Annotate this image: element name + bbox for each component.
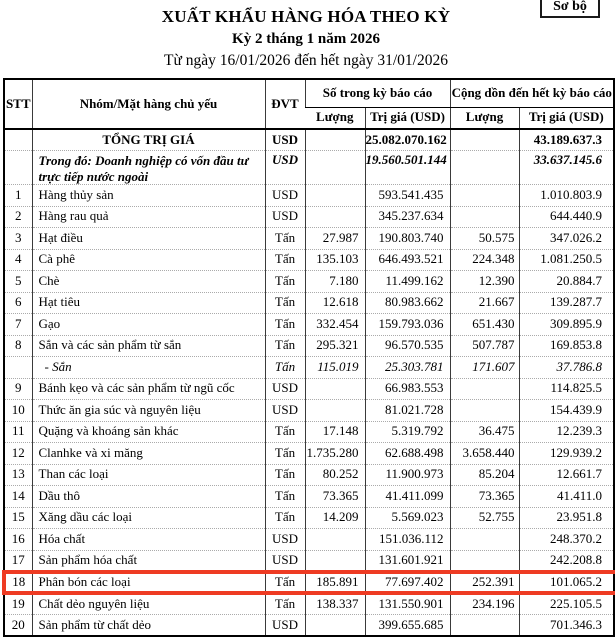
cell-unit: USD (265, 400, 305, 422)
cell-period-qty: 12.618 (305, 292, 365, 314)
cell-cumulative-value: 242.208.8 (519, 550, 614, 572)
cell-cumulative-value: 309.895.9 (519, 314, 614, 336)
cell-commodity: Dầu thô (32, 486, 265, 508)
cell-period-value: 80.983.662 (365, 292, 450, 314)
col-group-cumulative: Cộng dồn đến hết kỳ báo cáo (450, 79, 614, 107)
table-row (4, 615, 614, 637)
cell-period-value: 62.688.498 (365, 443, 450, 465)
cell-stt: 17 (4, 550, 32, 572)
cell-cumulative-qty: 651.430 (450, 314, 519, 336)
cell-unit: USD (265, 378, 305, 400)
table-row (4, 507, 614, 529)
cell-stt: 9 (4, 378, 32, 400)
cell-unit: Tấn (265, 593, 305, 615)
cell-period-value: 151.036.112 (365, 529, 450, 551)
cell-stt: 20 (4, 615, 32, 637)
cell-commodity: - Sắn (32, 357, 265, 379)
table-row (4, 228, 614, 250)
cell-period-value: 25.082.070.162 (365, 129, 450, 151)
cell-stt: 1 (4, 185, 32, 207)
cell-commodity: Thức ăn gia súc và nguyên liệu (32, 400, 265, 422)
cell-stt: 11 (4, 421, 32, 443)
header-row-groups (4, 79, 614, 107)
cell-unit: USD (265, 129, 305, 151)
cell-period-value: 11.499.162 (365, 271, 450, 293)
cell-cumulative-qty: 50.575 (450, 228, 519, 250)
cell-unit: Tấn (265, 357, 305, 379)
cell-cumulative-qty: 507.787 (450, 335, 519, 357)
cell-cumulative-qty: 36.475 (450, 421, 519, 443)
cell-unit: Tấn (265, 292, 305, 314)
cell-stt: 15 (4, 507, 32, 529)
cell-period-qty (305, 151, 365, 185)
table-row (4, 529, 614, 551)
cell-period-qty (305, 185, 365, 207)
cell-cumulative-value: 114.825.5 (519, 378, 614, 400)
col-cumulative-qty: Lượng (450, 107, 519, 129)
cell-cumulative-qty (450, 206, 519, 228)
preliminary-badge (540, 0, 600, 18)
cell-stt: 12 (4, 443, 32, 465)
cell-period-value: 131.601.921 (365, 550, 450, 572)
table-row (4, 249, 614, 271)
table-row (4, 271, 614, 293)
cell-unit: Tấn (265, 507, 305, 529)
cell-stt: 2 (4, 206, 32, 228)
cell-commodity: Xăng dầu các loại (32, 507, 265, 529)
report-header (0, 0, 612, 70)
cell-period-qty: 135.103 (305, 249, 365, 271)
table-row (4, 486, 614, 508)
cell-period-value: 41.411.099 (365, 486, 450, 508)
cell-cumulative-qty (450, 550, 519, 572)
col-period-value: Trị giá (USD) (365, 107, 450, 129)
cell-stt (4, 357, 32, 379)
cell-commodity: Hóa chất (32, 529, 265, 551)
date-range: Từ ngày 16/01/2026 đến hết ngày 31/01/2026 (164, 52, 448, 69)
cell-period-value: 399.655.685 (365, 615, 450, 637)
cell-commodity: Hạt điều (32, 228, 265, 250)
cell-period-value: 11.900.973 (365, 464, 450, 486)
table-row (4, 443, 614, 465)
cell-stt: 6 (4, 292, 32, 314)
cell-period-value: 25.303.781 (365, 357, 450, 379)
table-row (4, 400, 614, 422)
cell-cumulative-qty (450, 129, 519, 151)
cell-cumulative-qty: 52.755 (450, 507, 519, 529)
cell-cumulative-value: 37.786.8 (519, 357, 614, 379)
cell-stt: 8 (4, 335, 32, 357)
period-subtitle: Kỳ 2 tháng 1 năm 2026 (232, 31, 380, 47)
cell-period-qty: 73.365 (305, 486, 365, 508)
cell-unit: Tấn (265, 228, 305, 250)
cell-period-qty: 7.180 (305, 271, 365, 293)
cell-commodity: Than các loại (32, 464, 265, 486)
table-row-total (4, 129, 614, 151)
cell-period-value: 5.319.792 (365, 421, 450, 443)
cell-period-qty (305, 550, 365, 572)
cell-period-qty (305, 529, 365, 551)
cell-cumulative-value: 1.010.803.9 (519, 185, 614, 207)
preliminary-badge-label: Sơ bộ (553, 0, 587, 14)
cell-stt: 16 (4, 529, 32, 551)
cell-period-value: 5.569.023 (365, 507, 450, 529)
cell-unit: Tấn (265, 572, 305, 594)
col-stt: STT (4, 79, 32, 129)
cell-cumulative-qty: 21.667 (450, 292, 519, 314)
cell-stt: 14 (4, 486, 32, 508)
cell-cumulative-qty: 85.204 (450, 464, 519, 486)
cell-cumulative-value: 12.661.7 (519, 464, 614, 486)
cell-cumulative-value: 129.939.2 (519, 443, 614, 465)
cell-period-qty: 1.735.280 (305, 443, 365, 465)
cell-period-qty: 185.891 (305, 572, 365, 594)
cell-cumulative-value: 12.239.3 (519, 421, 614, 443)
table-row (4, 378, 614, 400)
cell-cumulative-qty (450, 151, 519, 185)
cell-unit: Tấn (265, 314, 305, 336)
cell-commodity: Hàng thủy sản (32, 185, 265, 207)
page-title: XUẤT KHẨU HÀNG HÓA THEO KỲ (161, 7, 451, 26)
cell-commodity: Hạt tiêu (32, 292, 265, 314)
col-commodity: Nhóm/Mặt hàng chủ yếu (32, 79, 265, 129)
cell-cumulative-value: 347.026.2 (519, 228, 614, 250)
cell-unit: Tấn (265, 249, 305, 271)
cell-cumulative-value: 23.951.8 (519, 507, 614, 529)
table-row (4, 292, 614, 314)
cell-cumulative-value: 101.065.2 (519, 572, 614, 594)
cell-cumulative-qty (450, 378, 519, 400)
cell-cumulative-value: 139.287.7 (519, 292, 614, 314)
cell-commodity: Sản phẩm từ chất dẻo (32, 615, 265, 637)
cell-stt: 10 (4, 400, 32, 422)
cell-unit: Tấn (265, 443, 305, 465)
cell-unit: Tấn (265, 421, 305, 443)
table-row (4, 206, 614, 228)
cell-stt: 4 (4, 249, 32, 271)
col-unit: ĐVT (265, 79, 305, 129)
cell-commodity: Chất dẻo nguyên liệu (32, 593, 265, 615)
cell-cumulative-qty: 73.365 (450, 486, 519, 508)
cell-unit: USD (265, 615, 305, 637)
cell-period-qty (305, 400, 365, 422)
col-cumulative-value: Trị giá (USD) (519, 107, 614, 129)
cell-period-value: 19.560.501.144 (365, 151, 450, 185)
cell-cumulative-value: 33.637.145.6 (519, 151, 614, 185)
cell-period-qty: 295.321 (305, 335, 365, 357)
cell-commodity: Chè (32, 271, 265, 293)
cell-period-qty: 332.454 (305, 314, 365, 336)
table-row (4, 421, 614, 443)
cell-stt: 13 (4, 464, 32, 486)
cell-period-value: 66.983.553 (365, 378, 450, 400)
cell-period-value: 159.793.036 (365, 314, 450, 336)
cell-commodity: Trong đó: Doanh nghiệp có vốn đầu tư trực tiếp nước ngoài (32, 151, 265, 185)
cell-commodity: Sản phẩm hóa chất (32, 550, 265, 572)
export-table-header (4, 79, 614, 129)
cell-unit: USD (265, 151, 305, 185)
cell-commodity: Bánh kẹo và các sản phẩm từ ngũ cốc (32, 378, 265, 400)
cell-period-value: 646.493.521 (365, 249, 450, 271)
cell-period-value: 77.697.402 (365, 572, 450, 594)
cell-cumulative-qty: 252.391 (450, 572, 519, 594)
cell-unit: USD (265, 529, 305, 551)
col-group-period: Số trong kỳ báo cáo (305, 79, 450, 107)
cell-period-value: 81.021.728 (365, 400, 450, 422)
cell-cumulative-qty (450, 615, 519, 637)
table-row-cassava-sub (4, 357, 614, 379)
cell-commodity: Gạo (32, 314, 265, 336)
table-row (4, 185, 614, 207)
table-row (4, 314, 614, 336)
cell-period-value: 190.803.740 (365, 228, 450, 250)
cell-stt: 5 (4, 271, 32, 293)
cell-commodity: Sắn và các sản phẩm từ sắn (32, 335, 265, 357)
cell-cumulative-value: 20.884.7 (519, 271, 614, 293)
cell-commodity: Hàng rau quả (32, 206, 265, 228)
cell-cumulative-qty: 3.658.440 (450, 443, 519, 465)
cell-period-qty: 115.019 (305, 357, 365, 379)
cell-stt (4, 151, 32, 185)
cell-cumulative-value: 41.411.0 (519, 486, 614, 508)
cell-commodity: Cà phê (32, 249, 265, 271)
cell-cumulative-value: 225.105.5 (519, 593, 614, 615)
cell-unit: USD (265, 550, 305, 572)
cell-commodity: Quặng và khoáng sản khác (32, 421, 265, 443)
cell-cumulative-value: 154.439.9 (519, 400, 614, 422)
cell-cumulative-value: 248.370.2 (519, 529, 614, 551)
cell-period-qty (305, 129, 365, 151)
cell-unit: USD (265, 185, 305, 207)
cell-stt (4, 129, 32, 151)
table-row-fertilizer-highlighted (4, 572, 614, 594)
cell-cumulative-value: 169.853.8 (519, 335, 614, 357)
cell-commodity: TỔNG TRỊ GIÁ (32, 129, 265, 151)
cell-unit: Tấn (265, 486, 305, 508)
table-row-fdi (4, 151, 614, 185)
cell-stt: 19 (4, 593, 32, 615)
cell-period-qty (305, 206, 365, 228)
cell-cumulative-value: 43.189.637.3 (519, 129, 614, 151)
cell-cumulative-qty: 171.607 (450, 357, 519, 379)
cell-unit: Tấn (265, 271, 305, 293)
cell-period-qty: 14.209 (305, 507, 365, 529)
cell-period-value: 593.541.435 (365, 185, 450, 207)
cell-cumulative-qty (450, 185, 519, 207)
cell-stt: 18 (4, 572, 32, 594)
cell-period-value: 96.570.535 (365, 335, 450, 357)
cell-cumulative-qty: 234.196 (450, 593, 519, 615)
table-row (4, 335, 614, 357)
cell-period-qty: 17.148 (305, 421, 365, 443)
cell-commodity: Clanhke và xi măng (32, 443, 265, 465)
cell-stt: 7 (4, 314, 32, 336)
cell-cumulative-qty (450, 400, 519, 422)
cell-period-qty: 80.252 (305, 464, 365, 486)
cell-stt: 3 (4, 228, 32, 250)
cell-cumulative-value: 1.081.250.5 (519, 249, 614, 271)
col-period-qty: Lượng (305, 107, 365, 129)
table-row (4, 593, 614, 615)
cell-period-qty (305, 378, 365, 400)
cell-cumulative-qty: 224.348 (450, 249, 519, 271)
cell-period-value: 345.237.634 (365, 206, 450, 228)
cell-period-qty: 138.337 (305, 593, 365, 615)
cell-period-qty (305, 615, 365, 637)
table-row (4, 550, 614, 572)
cell-cumulative-qty: 12.390 (450, 271, 519, 293)
table-row (4, 464, 614, 486)
cell-unit: USD (265, 206, 305, 228)
cell-cumulative-qty (450, 529, 519, 551)
cell-unit: Tấn (265, 335, 305, 357)
cell-commodity: Phân bón các loại (32, 572, 265, 594)
cell-period-qty: 27.987 (305, 228, 365, 250)
export-table-body (4, 129, 614, 636)
cell-unit: Tấn (265, 464, 305, 486)
cell-cumulative-value: 701.346.3 (519, 615, 614, 637)
cell-period-value: 131.550.901 (365, 593, 450, 615)
cell-cumulative-value: 644.440.9 (519, 206, 614, 228)
export-table (2, 78, 615, 637)
